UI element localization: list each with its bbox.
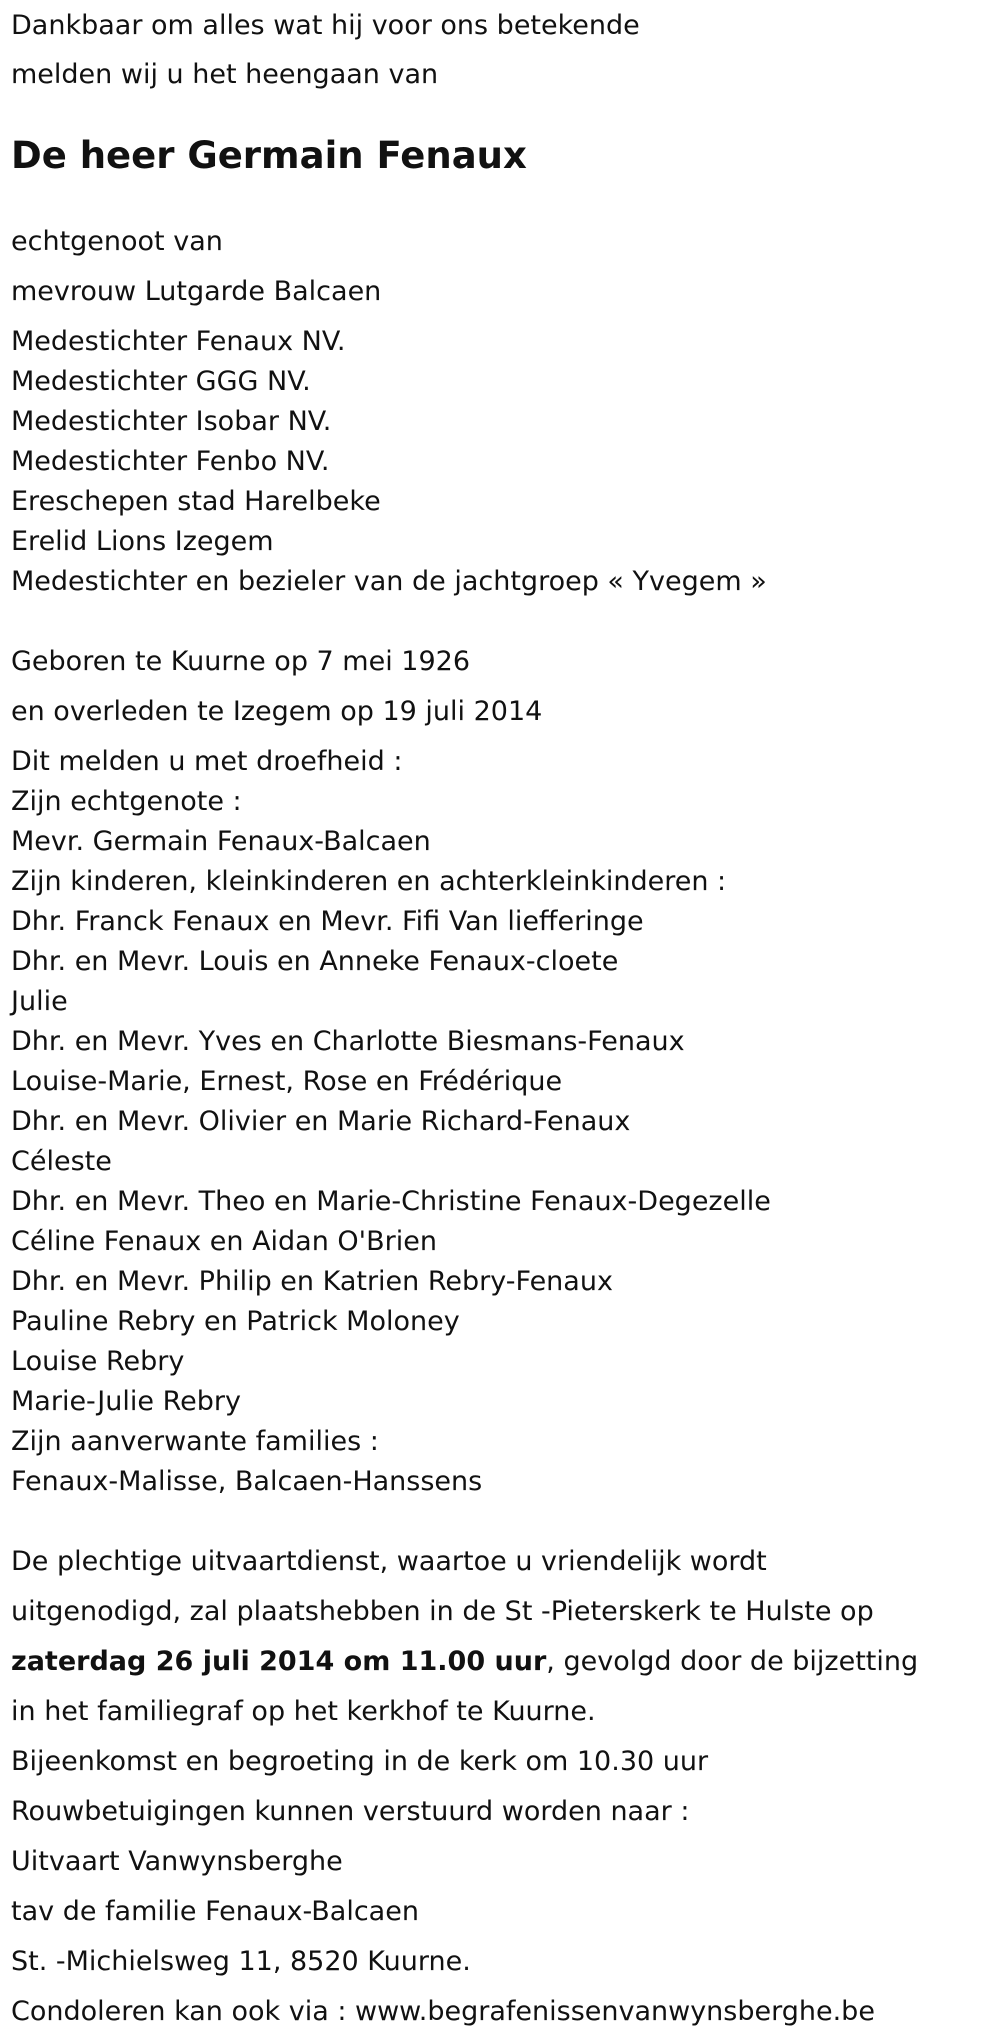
family-line: Dhr. en Mevr. Theo en Marie-Christine Fenaux-Degezelle — [11, 1186, 771, 1217]
service-line: uitgenodigd, zal plaatshebben in de St -Pieterskerk te Hulste op — [11, 1596, 874, 1627]
spouse-line: echtgenoot van — [11, 226, 223, 257]
family-line: Dhr. en Mevr. Louis en Anneke Fenaux-cloete — [11, 946, 619, 977]
family-line: Dhr. en Mevr. Philip en Katrien Rebry-Fenaux — [11, 1266, 613, 1297]
family-line: Zijn kinderen, kleinkinderen en achterkleinkinderen : — [11, 866, 727, 897]
service-date: zaterdag 26 juli 2014 om 11.00 uur — [11, 1646, 547, 1677]
deceased-name: De heer Germain Fenaux — [11, 134, 527, 177]
function-line: Medestichter Fenbo NV. — [11, 446, 330, 477]
family-line: Fenaux-Malisse, Balcaen-Hanssens — [11, 1466, 483, 1497]
function-line: Medestichter GGG NV. — [11, 366, 311, 397]
intro-line: Dankbaar om alles wat hij voor ons betekende — [11, 10, 640, 41]
spouse-name: mevrouw Lutgarde Balcaen — [11, 276, 382, 307]
closing-line: tav de familie Fenaux-Balcaen — [11, 1896, 419, 1927]
family-line: Marie-Julie Rebry — [11, 1386, 241, 1417]
function-line: Medestichter en bezieler van de jachtgroep « Yvegem » — [11, 566, 767, 597]
condolence-link[interactable]: Condoleren kan ook via : www.begrafenissenvanwynsberghe.be — [11, 1996, 875, 2027]
closing-line: Uitvaart Vanwynsberghe — [11, 1846, 343, 1877]
family-line: Dhr. en Mevr. Olivier en Marie Richard-Fenaux — [11, 1106, 631, 1137]
birth-line: Geboren te Kuurne op 7 mei 1926 — [11, 646, 471, 677]
family-line: Louise-Marie, Ernest, Rose en Frédérique — [11, 1066, 563, 1097]
family-line: Zijn echtgenote : — [11, 786, 242, 817]
function-line: Erelid Lions Izegem — [11, 526, 274, 557]
family-line: Mevr. Germain Fenaux-Balcaen — [11, 826, 431, 857]
intro-line: melden wij u het heengaan van — [11, 59, 439, 90]
family-line: Louise Rebry — [11, 1346, 185, 1377]
family-line: Julie — [11, 986, 68, 1017]
function-line: Medestichter Isobar NV. — [11, 406, 332, 437]
family-line: Dhr. Franck Fenaux en Mevr. Fifi Van liefferinge — [11, 906, 644, 937]
family-line: Pauline Rebry en Patrick Moloney — [11, 1306, 460, 1337]
family-line: Dhr. en Mevr. Yves en Charlotte Biesmans-Fenaux — [11, 1026, 685, 1057]
family-line: Céleste — [11, 1146, 112, 1177]
family-line: Céline Fenaux en Aidan O'Brien — [11, 1226, 437, 1257]
closing-line: St. -Michielsweg 11, 8520 Kuurne. — [11, 1946, 471, 1977]
death-line: en overleden te Izegem op 19 juli 2014 — [11, 696, 543, 727]
family-line: Zijn aanverwante families : — [11, 1426, 379, 1457]
closing-line: Bijeenkomst en begroeting in de kerk om 10.30 uur — [11, 1746, 709, 1777]
family-line: Dit melden u met droefheid : — [11, 746, 403, 777]
function-line: Ereschepen stad Harelbeke — [11, 486, 381, 517]
service-date-rest: , gevolgd door de bijzetting — [546, 1646, 919, 1677]
service-line: De plechtige uitvaartdienst, waartoe u vriendelijk wordt — [11, 1546, 767, 1577]
closing-line: Rouwbetuigingen kunnen verstuurd worden naar : — [11, 1796, 690, 1827]
function-line: Medestichter Fenaux NV. — [11, 326, 346, 357]
service-line: in het familiegraf op het kerkhof te Kuurne. — [11, 1696, 596, 1727]
service-date-line — [11, 1642, 918, 1682]
